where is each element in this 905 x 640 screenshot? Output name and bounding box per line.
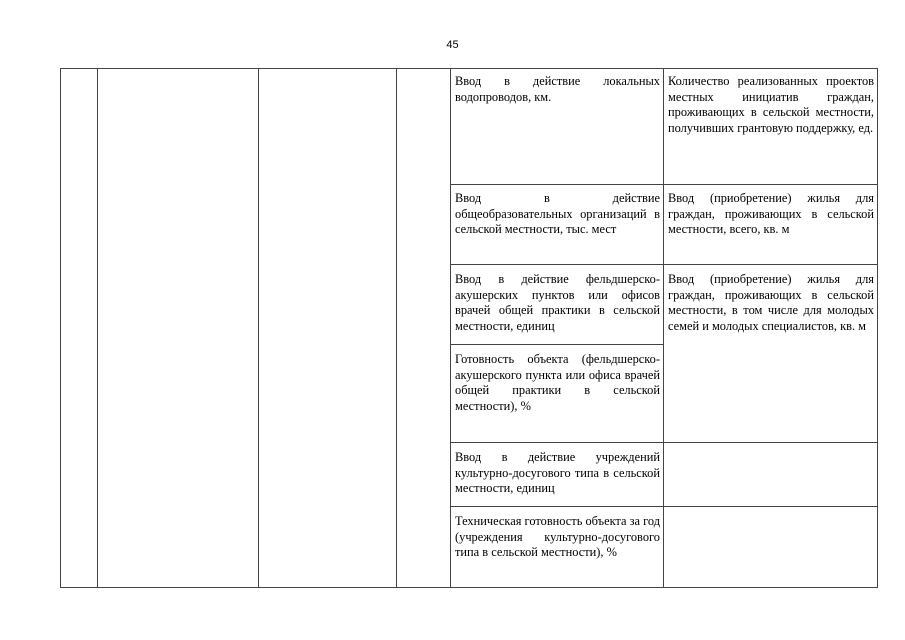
page-number: 45 bbox=[446, 39, 459, 51]
result-row-divider-4 bbox=[663, 506, 877, 507]
indicator-row-divider-3 bbox=[450, 344, 664, 345]
indicator-cell: Техническая готовность объекта за год (учреждения культурно-досугового типа в сельской местности), % bbox=[455, 514, 660, 560]
table-top-border bbox=[60, 68, 878, 69]
result-row-divider-2 bbox=[663, 264, 877, 265]
result-row-divider-3 bbox=[663, 442, 877, 443]
column-line-3 bbox=[258, 68, 259, 588]
indicator-row-divider-1 bbox=[450, 184, 664, 185]
indicator-row-divider-4 bbox=[450, 442, 664, 443]
indicator-cell: Ввод в действие локальных водопроводов, км. bbox=[455, 74, 660, 104]
indicator-row-divider-2 bbox=[450, 264, 664, 265]
column-line-4 bbox=[396, 68, 397, 588]
column-line-5 bbox=[450, 68, 451, 588]
result-row-divider-1 bbox=[663, 184, 877, 185]
indicator-cell: Ввод в действие учреждений культурно-досугового типа в сельской местности, единиц bbox=[455, 450, 660, 496]
column-line-6 bbox=[663, 68, 664, 588]
indicator-cell: Готовность объекта (фельдшерско-акушерского пункта или офиса врачей общей практики в сельской местности), % bbox=[455, 352, 660, 413]
column-line-1 bbox=[60, 68, 61, 588]
indicator-cell: Ввод в действие фельдшерско-акушерских пунктов или офисов врачей общей практики в сельской местности, единиц bbox=[455, 272, 660, 333]
result-cell: Ввод (приобретение) жилья для граждан, проживающих в сельской местности, всего, кв. м bbox=[668, 191, 874, 237]
result-cell: Ввод (приобретение) жилья для граждан, проживающих в сельской местности, в том числе для молодых семей и молодых специалистов, кв. м bbox=[668, 272, 874, 333]
column-line-7 bbox=[877, 68, 878, 588]
indicator-cell: Ввод в действие общеобразовательных организаций в сельской местности, тыс. мест bbox=[455, 191, 660, 237]
indicator-row-divider-5 bbox=[450, 506, 664, 507]
column-line-2 bbox=[97, 68, 98, 588]
table-bottom-border bbox=[60, 587, 878, 588]
result-cell: Количество реализованных проектов местных инициатив граждан, проживающих в сельской местности, получивших грантовую поддержку, ед. bbox=[668, 74, 874, 135]
